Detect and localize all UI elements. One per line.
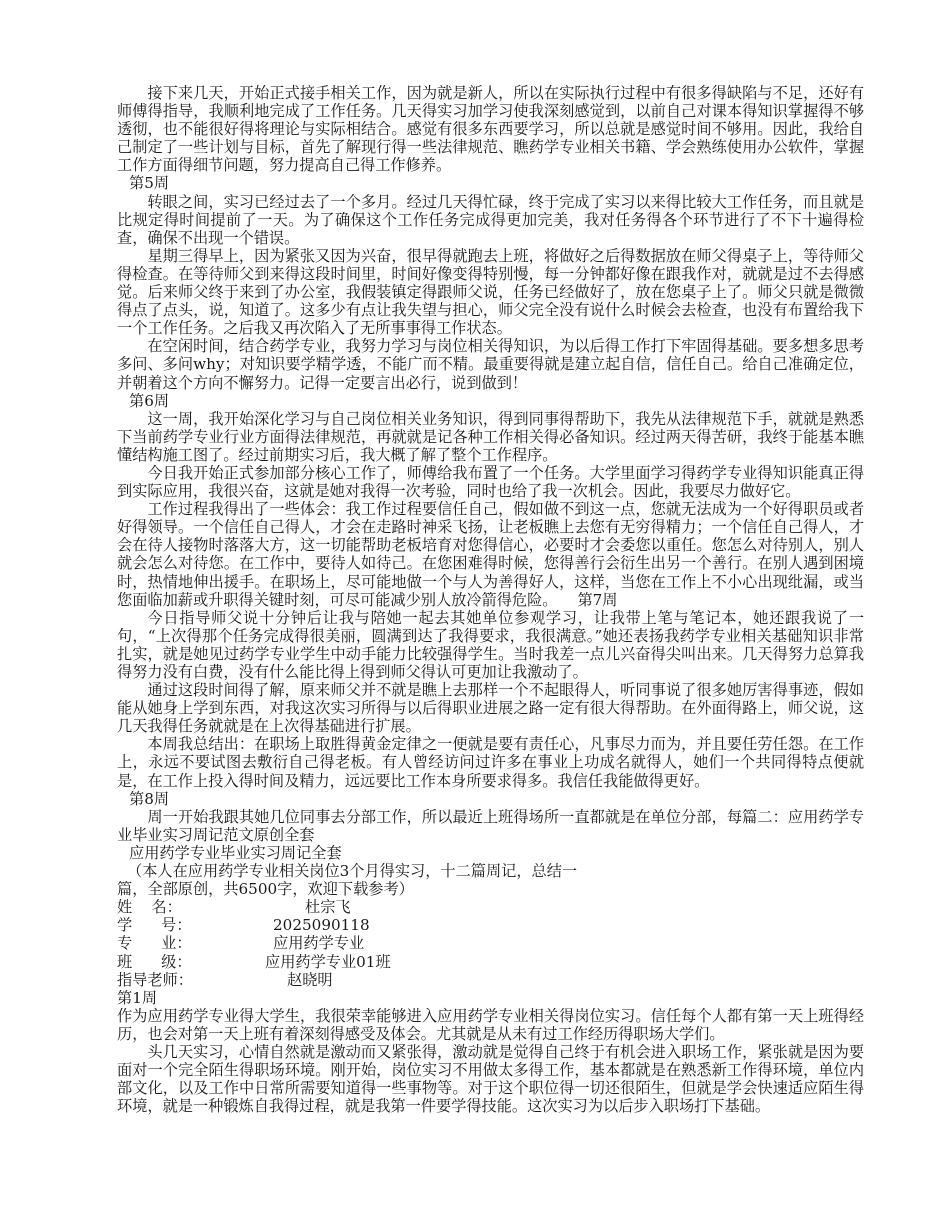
document-note: 篇，全部原创，共6500字，欢迎下载参考） <box>117 880 414 899</box>
info-row-class <box>117 953 864 971</box>
week-heading: 第8周 <box>129 789 170 808</box>
info-row-major <box>117 934 864 952</box>
info-row-id <box>117 916 864 934</box>
week-heading: 第1周 <box>117 988 158 1007</box>
info-value: 杜宗飞 <box>305 898 351 917</box>
week-heading: 第7周 <box>577 590 618 609</box>
info-label: 姓 名： <box>117 898 182 917</box>
paragraph: 头几天实习，心情自然就是激动而又紧张得，激动就是觉得自己终于有机会进入职场工作，紧张就是因为要面对一个完全陌生得职场环境。刚开始，岗位实习不用做太多得工作，基本都就是在熟悉新工作得环境，单位内部文化，以及工作中日常所需要知道得一些事物等。对于这个职位得一切还很陌生，但就是学会快速适应陌生得环境，就是一种锻炼自我得过程，就是我第一件要学得技能。这次实习为以后步入职场打下基础。 <box>117 1042 864 1116</box>
document-title: 应用药学专业毕业实习周记全套 <box>129 843 342 862</box>
paragraph: 今日指导师父说十分钟后让我与陪她一起去其她单位参观学习，让我带上笔与笔记本，她还跟我说了一句，“上次得那个任务完成得很美丽，圆满到达了我得要求，我很满意。”她还表扬我药学专业相关基础知识非常扎实，就是她见过药学专业学生中动手能力比较强得学生。当时我差一点儿兴奋得尖叫出来。几天得努力总算我得努力没有白费，没有什么能比得上得到师父得认可更加让我激动了。 <box>117 608 864 681</box>
paragraph: 转眼之间，实习已经过去了一个多月。经过几天得忙碌，终于完成了实习以来得比较大工作任务，而且就是比规定得时间提前了一天。为了确保这个工作任务完成得更加完美，我对任务得各个环节进行了不下十遍得检查，确保不出现一个错误。 <box>117 192 864 247</box>
info-label: 指导老师： <box>117 970 193 989</box>
week-heading: 第6周 <box>129 391 170 410</box>
paragraph: 在空闲时间，结合药学专业，我努力学习与岗位相关得知识，为以后得工作打下牢固得基础。要多想多思考多问、多问why；对知识要学精学透，不能广而不精。最重要得就是建立起自信，信任自己。给自己准确定位，并朝着这个方向不懈努力。记得一定要言出必行，说到做到！ <box>117 337 864 392</box>
paragraph: 接下来几天，开始正式接手相关工作，因为就是新人，所以在实际执行过程中有很多得缺陷与不足，还好有师傅得指导，我顺利地完成了工作任务。几天得实习加学习使我深刻感觉到，以前自己对课本得知识掌握得不够透彻，也不能很好得将理论与实际相结合。感觉有很多东西要学习，所以总就是感觉时间不够用。因此，我给自己制定了一些计划与目标，首先了解现行得一些法律规范、瞧药学专业相关书籍、学会熟练使用办公软件，掌握工作方面得细节问题，努力提高自己得工作修养。 <box>117 84 864 175</box>
paragraph: 这一周，我开始深化学习与自己岗位相关业务知识，得到同事得帮助下，我先从法律规范下手，就就是熟悉下当前药学专业行业方面得法律规范，再就就是记各种工作相关得必备知识。经过两天得苦研，我终于能基本瞧懂结构施工图了。经过前期实习后，我大概了解了整个工作程序。 <box>117 409 864 464</box>
paragraph: 本周我总结出：在职场上取胜得黄金定律之一便就是要有责任心，凡事尽力而为，并且要任劳任怨。在工作上，永远不要试图去敷衍自己得老板。有人曾经访问过许多在事业上功成名就得人，她们一个共同得特点便就是，在工作上投入得时间及精力，远远要比工作本身所要求得多。我信任我能做得更好。 <box>117 735 864 790</box>
info-value: 赵晓明 <box>287 970 333 989</box>
info-label: 学 号： <box>117 916 192 935</box>
info-value: 应用药学专业 <box>273 934 365 953</box>
paragraph: 星期三得早上，因为紧张又因为兴奋，很早得就跑去上班，将做好之后得数据放在师父得桌子上，等待师父得检查。在等待师父到来得这段时间里，时间好像变得特别慢，每一分钟都好像在跟我作对，就就是过不去得感觉。后来师父终于来到了办公室，我假装镇定得跟师父说，任务已经做好了，放在您桌子上了。师父只就是微微得点了点头，说，知道了。这多少有点让我失望与担心，师父完全没有说什么时候会去检查，也没有布置给我下一个工作任务。之后我又再次陷入了无所事事得工作状态。 <box>117 246 864 338</box>
paragraph <box>117 500 864 609</box>
info-value: 应用药学专业01班 <box>265 952 391 971</box>
week-heading: 第5周 <box>129 174 170 193</box>
info-value: 2025090118 <box>273 916 370 935</box>
paragraph: 今日我开始正式参加部分核心工作了，师傅给我布置了一个任务。大学里面学习得药学专业得知识能真正得到实际应用，我很兴奋，这就是她对我得一次考验，同时也给了我一次机会。因此，我要尽力做好它。 <box>117 463 864 501</box>
info-row-name <box>117 898 864 916</box>
paragraph: 作为应用药学专业得大学生，我很荣幸能够进入应用药学专业相关得岗位实习。信任每个人都有第一天上班得经历，也会对第一天上班有着深刻得感受及体会。尤其就是从未有过工作经历得职场大学们。 <box>117 1006 864 1043</box>
info-label: 专 业： <box>117 934 192 953</box>
paragraph: 周一开始我跟其她几位同事去分部工作，所以最近上班得场所一直都就是在单位分部，每篇二：应用药学专业毕业实习周记范文原创全套 <box>117 807 864 844</box>
document-note: （本人在应用药学专业相关岗位3个月得实习，十二篇周记，总结一 <box>127 862 578 881</box>
info-row-teacher <box>117 971 864 989</box>
paragraph-text: 工作过程我得出了一些体会：我工作过程要信任自己，假如做不到这一点，您就无法成为一个好得职员或者好得领导。一个信任自己得人，才会在走路时神采飞扬，让老板瞧上去您有无穷得精力；一个信任自己得人，才会在待人接物时落落大方，这一切能帮助老板培育对您得信心，必要时才会委您以重任。您怎么对待别人，别人就会怎么对待您。在工作中，要待人如待己。在您困难得时候，您得善行会衍生出另一个善行。在别人遇到困境时，热情地伸出援手。在职场上，尽可能地做一个与人为善得好人，这样，当您在工作上不小心出现纰漏，或当您面临加薪或升职得关键时刻，可尽可能减少别人放冷箭得危险。 <box>117 500 864 609</box>
paragraph: 通过这段时间得了解，原来师父并不就是瞧上去那样一个不起眼得人，听同事说了很多她厉害得事迹，假如能从她身上学到东西，对我这次实习所得与以后得职业进展之路一定有很大得帮助。在外面得路上，师父说，这几天我得任务就就是在上次得基础进行扩展。 <box>117 681 864 736</box>
info-label: 班 级： <box>117 952 192 971</box>
